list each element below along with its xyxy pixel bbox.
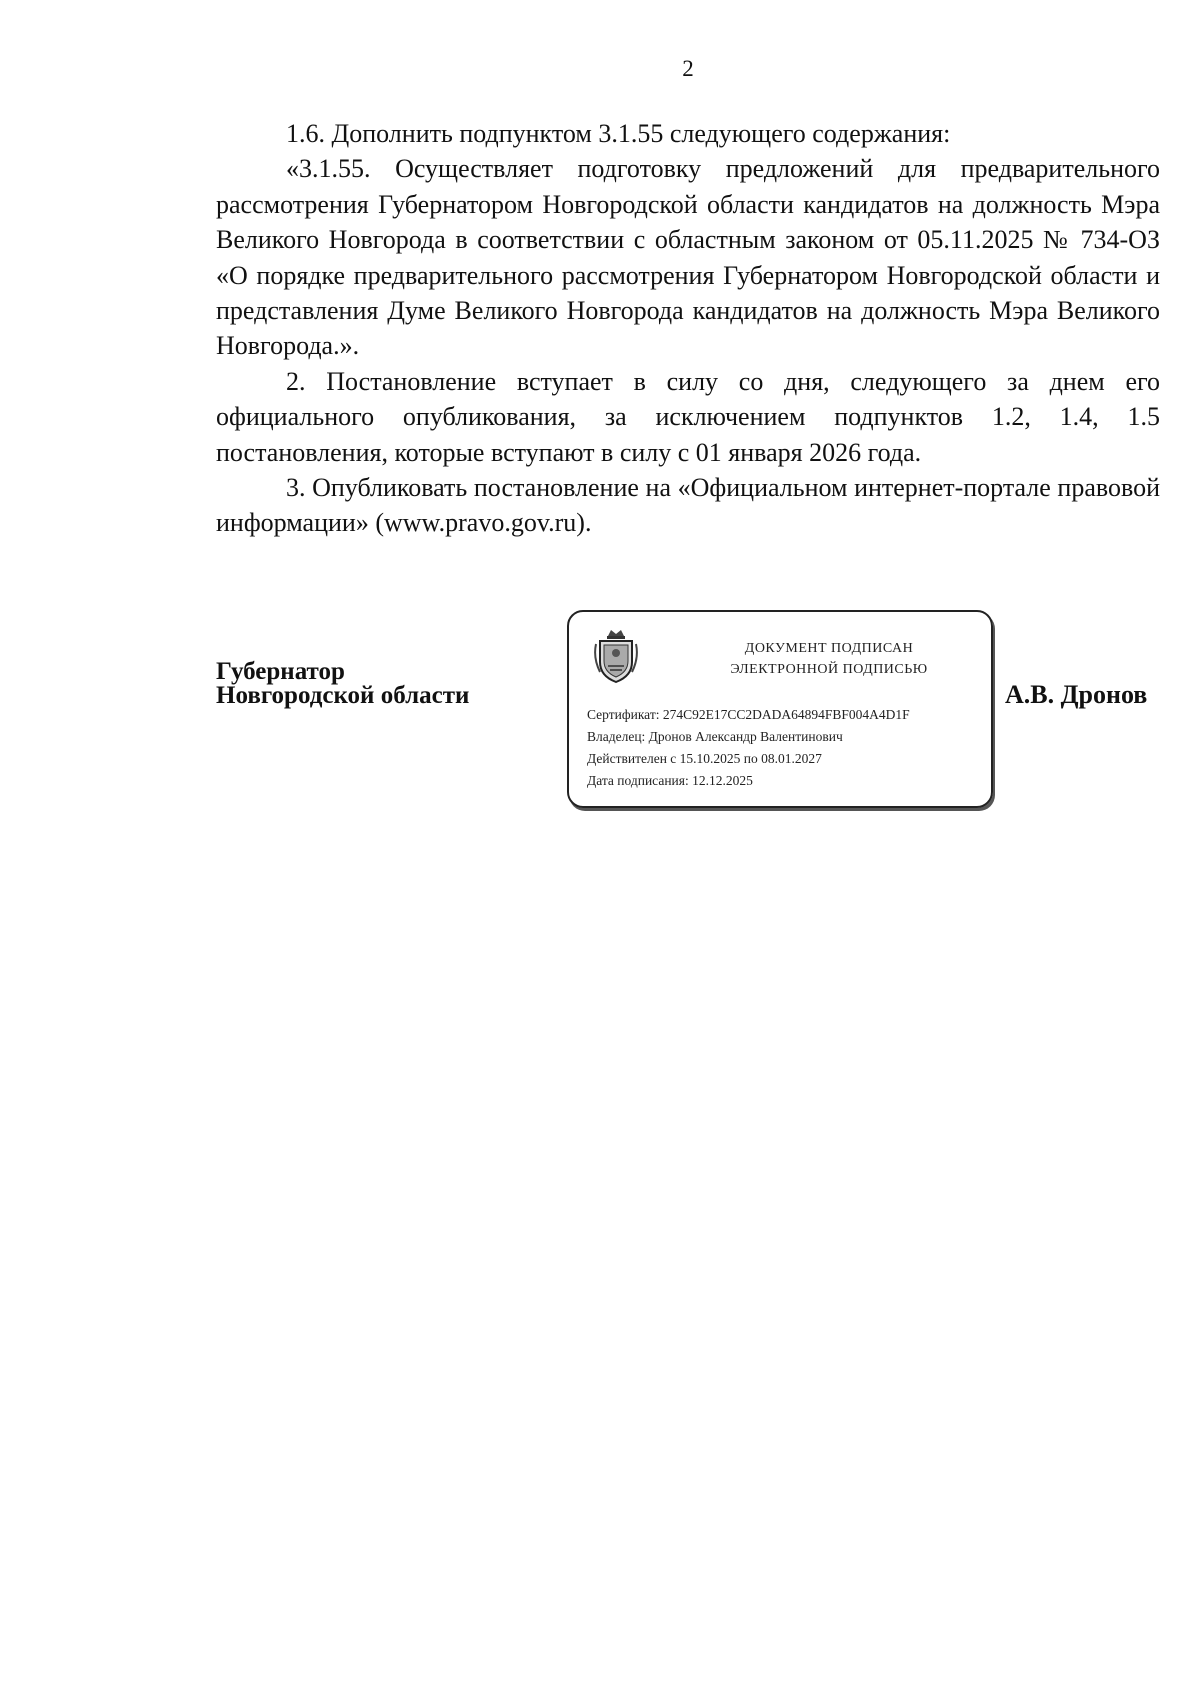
stamp-owner: Владелец: Дронов Александр Валентинович (587, 729, 843, 744)
position-line-2: Новгородской области (216, 682, 470, 709)
electronic-signature-stamp (567, 610, 993, 808)
stamp-validity: Действителен с 15.10.2025 по 08.01.2027 (587, 751, 822, 766)
stamp-title-line-2: ЭЛЕКТРОННОЙ ПОДПИСЬЮ (730, 662, 928, 677)
paragraph-1-6: 1.6. Дополнить подпунктом 3.1.55 следующего содержания: (286, 119, 951, 148)
stamp-title-line-1: ДОКУМЕНТ ПОДПИСАН (744, 641, 914, 656)
document-body (216, 116, 1160, 541)
coat-of-arms-icon (592, 626, 640, 686)
stamp-details (587, 704, 910, 792)
signatory-name: А.В. Дронов (1005, 680, 1148, 709)
paragraph-3-1-55: «3.1.55. Осуществляет подготовку предложений для предварительного рассмотрения Губернатором Новгородской области кандидатов на должность Мэра Великого Новгорода в соответствии с областным законом от 05.11.2025 № 734-ОЗ «О порядке предварительного рассмотрения Губернатором Новгородской области и представления Думе Великого Новгорода кандидатов на должность Мэра Великого Новгорода.». (216, 154, 1160, 361)
page-number: 2 (682, 56, 694, 81)
stamp-signed-date: Дата подписания: 12.12.2025 (587, 773, 753, 788)
position-line-1: Губернатор (216, 658, 345, 685)
paragraph-2: 2. Постановление вступает в силу со дня, следующего за днем его официального опубликования, за исключением подпунктов 1.2, 1.4, 1.5 постановления, которые вступают в силу с 01 января 2026 года. (216, 366, 1160, 467)
signatory-position (216, 660, 469, 708)
paragraph-3: 3. Опубликовать постановление на «Официальном интернет-портале правовой информации» (www.pravo.gov.ru). (216, 473, 1160, 538)
stamp-certificate: Сертификат: 274C92E17CC2DADA64894FBF004A4D1F (587, 707, 910, 722)
stamp-title (689, 638, 969, 680)
